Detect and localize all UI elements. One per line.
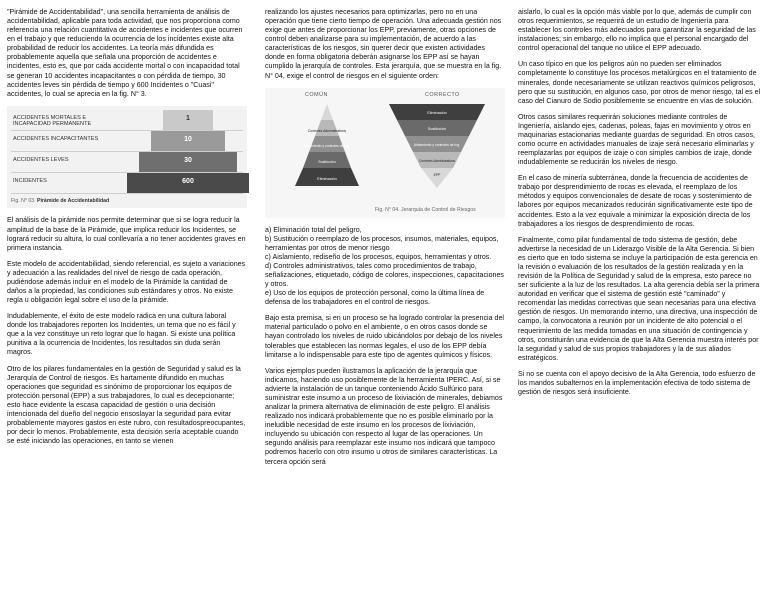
paragraph: Otros casos similares requerirán soluciones mediante controles de Ingeniería, aislando ejes, cadenas, poleas, fajas en movimiento y otros en maquinarias estacionarias mediante guardas de seguridad. En otros casos, como ocurre en actividades manuales de izaje será necesario eliminarlas y reemplazarlas por equipos de izaje o con simples cambios de izaje, donde indudablemente se reducirán los niveles de riesgo. xyxy=(518,112,755,167)
correct-level: Eliminación xyxy=(427,110,447,115)
correct-level: EPP xyxy=(433,172,441,177)
paragraph: Un caso típico en que los peligros aún no pueden ser eliminados completamente lo constituye los procesos metalúrgicos en el tratamiento de minerales, donde necesariamente se utilizan reactivos químicos peligrosos, pero que su sustitución, en algunos caso, por otros de menor riesgo, tal es el caso del Cianuro de Sodio posiblemente se encuentre en vías de solución. xyxy=(518,60,761,105)
paragraph: Finalmente, como pilar fundamental de todo sistema de gestión, debe advertirse la necesidad de un Liderazgo Visible de la Alta Gerencia. Si bien es cierto que en todo sistema se incluye la participación de esta gerencia en la revisión o evaluación de los resultados de la gestión realizada y en la revisión de la Política de Seguridad y salud de la empresa, esto parece no ser suficiente a la luz de los resultados. La alta gerencia debía ser la primera autoridad en verificar que el sistema de gestión esté "caminado" y recomendar las medidas correctivas que sean necesarias para una efectiva gestión de riesgos. Un memorando interno, una directiva, una inspección de campo, la convocatoria a reunión por un incidente de alto potencial o el requerimiento de las medida tomadas en una situación de contingencia y otros, constituirán una evidencia de que la Alta Gerencia muestra interés por la seguridad y salud de sus propios trabajadores y la de sus aliados estratégicos. xyxy=(518,235,760,362)
paragraph: Este modelo de accidentabilidad, siendo referencial, es sujeto a variaciones y adecuación a las realidades del nivel de riesgo de cada operación, pudiéndose además incluir en el modelo de la Pirámide la cantidad de daños a la propiedad, las condiciones sub estándares y otros. No existe regla u obligación legal sobre el uso de la pirámide. xyxy=(7,259,246,305)
correct-level: Controles Administrativos xyxy=(419,158,455,163)
figure-caption: Fig. N° 04. Jerarquía de Control de Riesgos xyxy=(375,206,476,213)
common-level: Eliminación xyxy=(317,176,337,181)
pyramid-value: 1 xyxy=(163,110,213,130)
list-item: a) Eliminación total del peligro, xyxy=(265,225,362,234)
paragraph: El análisis de la pirámide nos permite determinar que si se logra reducir la amplitud de la base de la Pirámide, que implica reducir los Incidentes, se logrará reducir su altura, lo cual conllevaría a no tener accidentes graves en primera instancia. xyxy=(7,216,246,252)
control-hierarchy-list xyxy=(265,226,505,308)
pyramid-value: 600 xyxy=(127,173,249,193)
pyramid-label: ACCIDENTES LEVES xyxy=(13,156,69,163)
correct-level: Sustitución xyxy=(427,126,447,131)
pyramid-row xyxy=(11,131,243,152)
pyramid-row xyxy=(11,110,243,131)
common-pyramid xyxy=(295,104,359,186)
correct-title: CORRECTO xyxy=(425,91,460,98)
paragraph: Si no se cuenta con el apoyo decisivo de la Alta Gerencia, todo esfuerzo de los mandos subalternos en la implementación efectiva de todo sistema de gestión de riesgos será insuficiente. xyxy=(518,369,756,396)
column-1 xyxy=(7,8,247,453)
common-level: Controles Administrativos xyxy=(307,128,347,133)
common-level: Sustitución xyxy=(318,159,336,164)
paragraph: "Pirámide de Accidentabilidad", una sencilla herramienta de análisis de accidentabilidad, aplicable para toda actividad, que nos proporciona como referencia una relación cuantitativa de accidentes e incidentes que ocurren en el trabajo y que reduciendo la ocurrencia de los incidentes existe alta probabilidad de reducir los accidentes. La teoría más difundida es probablemente aquella que señala una proporción de accidentes e incidentes, esto es, que por cada accidente mortal o con incapacidad total se generan 10 accidentes incapacitantes o con pérdida de tiempo, 30 accidentes leves sin pérdida de tiempo y 600 Incidentes o "Cuasi" accidentes, lo cual se aprecia en la fig. N° 3. xyxy=(7,8,243,98)
pyramid-label: INCIDENTES xyxy=(13,177,47,184)
pyramid-label: ACCIDENTES INCAPACITANTES xyxy=(13,135,99,142)
caption-title: Pirámide de Accidentabilidad xyxy=(37,197,110,204)
pyramid-value: 30 xyxy=(139,152,237,172)
pyramid-row xyxy=(11,152,243,173)
pyramid-label: ACCIDENTES MORTALES E INCAPACIDAD PERMANENTE xyxy=(13,114,92,128)
common-level: Aislamiento y controles de Ing. xyxy=(303,143,351,148)
control-hierarchy-figure xyxy=(265,88,505,218)
paragraph: aislarlo, lo cual es la opción más viable por lo que, además de cumplir con otros requerimientos, se requerirá de un estudio de Ingeniería para establecer los controles más adecuados para garantizar la seguridad de las instalaciones; sin embargo, ello no implica que el personal encargado del control operacional del tanque no utilice el EPP adecuado. xyxy=(518,8,756,53)
paragraph: Indudablemente, el éxito de este modelo radica en una cultura laboral donde los trabajadores reporten los Incidentes, un tema que no es fácil y que a la vez constituye un reto lograr que lo hagan. Si existe una política punitiva a la ocurrencia de Incidentes, los resultados sin duda serán magros. xyxy=(7,312,236,357)
paragraph: Bajo esta premisa, si en un proceso se ha logrado controlar la presencia del material particulado o polvo en el ambiente, o en otros casos donde se hayan controlado los niveles de ruido ubicándolos por debajo de los niveles tolerables que establecen las normas legales, el uso de los EPP debía limitarse a lo indispensable para este tipo de agentes químicos y físicos. xyxy=(265,314,504,359)
caption-prefix: Fig. N° 03. xyxy=(11,197,36,204)
paragraph: Varios ejemplos pueden ilustramos la aplicación de la jerarquía que indicamos, haciendo uso posiblemente de la herramienta IPERC. Así, si se advierte la instalación de un tanque conteniendo Ácido Sulfúrico para suministrar este insumo a un proceso de lixiviación de minerales, debiamos analizar la primera alternativa de eliminación de este peligro. El análisis realizado nos indicará probablemente que no es posible eliminarlo por la ineludible necesidad de este insumo en los procesos de lixiviación, incluyendo su ubicación con respecto al lugar de las operaciones. Un segundo análisis para reemplazar este insumo nos indicará que tampoco podremos hacerlo con otro insumo u otros de similares características. La tercera opción será xyxy=(265,366,503,466)
list-item: c) Aislamiento, rediseño de los procesos, equipos, herramientas y otros. xyxy=(265,252,492,261)
column-3 xyxy=(518,8,762,404)
pyramid-row xyxy=(11,173,243,194)
correct-pyramid xyxy=(389,104,485,188)
accident-pyramid-figure xyxy=(7,106,247,209)
hierarchy-pyramids xyxy=(271,102,499,194)
paragraph: realizando los ajustes necesarios para optimizarlas, pero no en una operación que tiene cierto tiempo de operación. Una adecuada gestión nos exige que antes de proporcionar los EPP, previamente, otras opciones de control deben analizarse para su implementación, de acuerdo a las características de los riesgos, sin querer decir que existen actividades donde en forma obligatoria deberán asignarse los EPP así se hayan cumplido la jerarquía de controles. Esta jerarquía, que se muestra en la fig. N° 04, exige el control de riesgos en el siguiente orden: xyxy=(265,8,502,80)
list-item: e) Uso de los equipos de protección personal, como la última línea de defensa de los trabajadores en el control de riesgos. xyxy=(265,289,485,307)
list-item: d) Controles administrativos, tales como procedimientos de trabajo, señalizaciones, etiquetado, código de colores, inspecciones, capacitaciones y otros. xyxy=(265,261,504,289)
column-2 xyxy=(265,8,505,474)
paragraph: En el caso de minería subterránea, donde la frecuencia de accidentes de trabajo por desprendimiento de rocas es elevada, el reemplazo de los métodos y equipos convencionales de desate de rocas y sostenimiento de labores por equipos mecanizados reducirán significativamente este tipo de accidentes. Esto a la vez equivale a minimizar la exposición directa de los trabajadores a los riesgos de desprendimiento de rocas. xyxy=(518,174,753,228)
paragraph: Otro de los pilares fundamentales en la gestión de Seguridad y salud es la Jerarquía de Control de riesgos. Es hartamente difundido en muchas operaciones que seguridad es sinónimo de proporcionar los equipos de protección personal (EPP) a sus trabajadores, lo cual es decepcionante; esto hace evidente la escasa capacidad de gestión o una decisión intencionada del dueño del negocio ensoslayar la seguridad para evitar probablemente mayores gastos en este rubro, con resultadospreocupantes, por decir lo menos. Probablemente, esta decisión sería aceptable cuando se esté iniciando las operaciones, en tanto se vienen xyxy=(7,364,246,446)
pyramid-value: 10 xyxy=(151,131,225,151)
list-item: b) Sustitución o reemplazo de los procesos, insumos, materiales, equipos, herramientas por otros de menor riesgo xyxy=(265,234,499,252)
common-title: COMÚN xyxy=(305,91,328,98)
correct-level: Aislamiento y controles de Ing. xyxy=(413,142,461,147)
figure-caption xyxy=(11,198,243,205)
